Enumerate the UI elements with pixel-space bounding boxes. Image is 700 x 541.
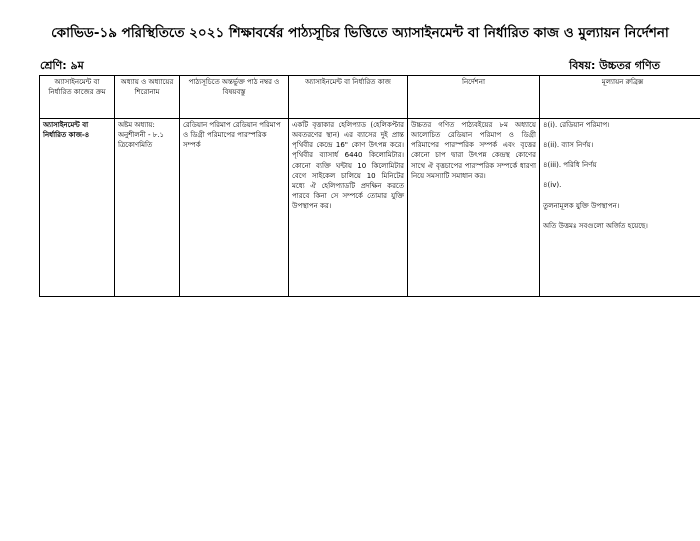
cell-chapter: অষ্টম অধ্যায়: অনুশীলনী - ৮.১ ত্রিকোণমিতি xyxy=(115,119,180,297)
rubric-item: ৪(i). রেডিয়ান পরিমাপ। xyxy=(543,121,610,129)
page-title: কোভিড-১৯ পরিস্থিতিতে ২০২১ শিক্ষাবর্ষের পাঠ্যসূচির ভিত্তিতে অ্যাসাইনমেন্ট বা নির্ধারিত কাজ ও মুল্যায়ন নির্দেশনা xyxy=(51,25,669,41)
rubric-item: ৪(iv). xyxy=(543,181,562,190)
cell-task: একটি বৃত্তাকার হেলিপ্যাড (হেলিকপ্টার অবতরণের স্থান) এর ব্যাসের দুই প্রান্ত পৃথিবীর কেন্দ্রে 16" কোণ উৎপন্ন করে। পৃথিবীর ব্যাসার্ধ 6440 কিলোমিটার। কোনো ব্যক্তি ঘন্টায় 10 কিলোমিটার বেগে সাইকেল চালিয়ে 10 মিনিটের মধ্যে ঐ হেলিপ্যাডটি প্রদক্ষিন করতে পারবে কিনা সে সম্পর্কে তোমার যুক্তি উপস্থাপন কর। xyxy=(289,119,408,297)
subject-label: বিষয়: উচ্চতর গণিত xyxy=(569,59,660,72)
column-header-chapter: অধ্যায় ও অধ্যায়ের শিরোনাম xyxy=(115,76,180,119)
table-row xyxy=(40,119,700,297)
rubric-item: অতি উত্তমঃ সবগুলো অর্জিত হয়েছে। xyxy=(543,221,648,230)
cell-assignment-no: অ্যাসাইনমেন্ট বা নির্ধারিত কাজ-৪ xyxy=(40,119,115,297)
rubric-item: ৪(iii). পরিধি নির্ণয় xyxy=(543,161,597,170)
cell-rubrics xyxy=(540,119,700,297)
table-header-row xyxy=(40,76,700,119)
column-header-assignment-no: অ্যাসাইনমেন্ট বা নির্ধারিত কাজের ক্রম xyxy=(40,76,115,119)
column-header-lesson: পাঠ্যসূচিতে অন্তর্ভুক্ত পাঠ নম্বর ও বিষয়বস্তু xyxy=(180,76,289,119)
rubric-item: তুলনামূলক যুক্তি উপস্থাপন। xyxy=(543,201,620,210)
cell-lesson-content: রেডিয়ান পরিমাপ রেডিয়ান পরিমাপ ও ডিগ্রী পরিমাপের পারস্পরিক সম্পর্ক xyxy=(180,119,289,297)
column-header-task: অ্যাসাইনমেন্ট বা নির্ধারিত কাজ xyxy=(289,76,408,119)
assignment-table xyxy=(39,75,700,297)
column-header-rubrics: মূল্যায়ন রুব্রিক্স xyxy=(540,76,700,119)
rubric-item: ৪(ii). ব্যাস নির্ণয়। xyxy=(543,141,594,150)
column-header-instructions: নির্দেশনা xyxy=(408,76,540,119)
class-label: শ্রেণি: ৯ম xyxy=(40,59,84,72)
cell-instructions: উচ্চতর গণিত পাঠ্যবইয়ের ৮ম অধ্যায়ে আলোচিত রেডিয়ান পরিমাপ ও ডিগ্রী পরিমাপের পারস্পরিক সম্পর্ক এবং বৃত্তের কোনো চাপ দ্বারা উৎপন্ন কেন্দ্রস্থ কোণের সাথে ঐ বৃত্তচাপের পারস্পরিক সম্পর্কে ধারণা নিয়ে সমস্যাটি সমাধান কর। xyxy=(408,119,540,297)
